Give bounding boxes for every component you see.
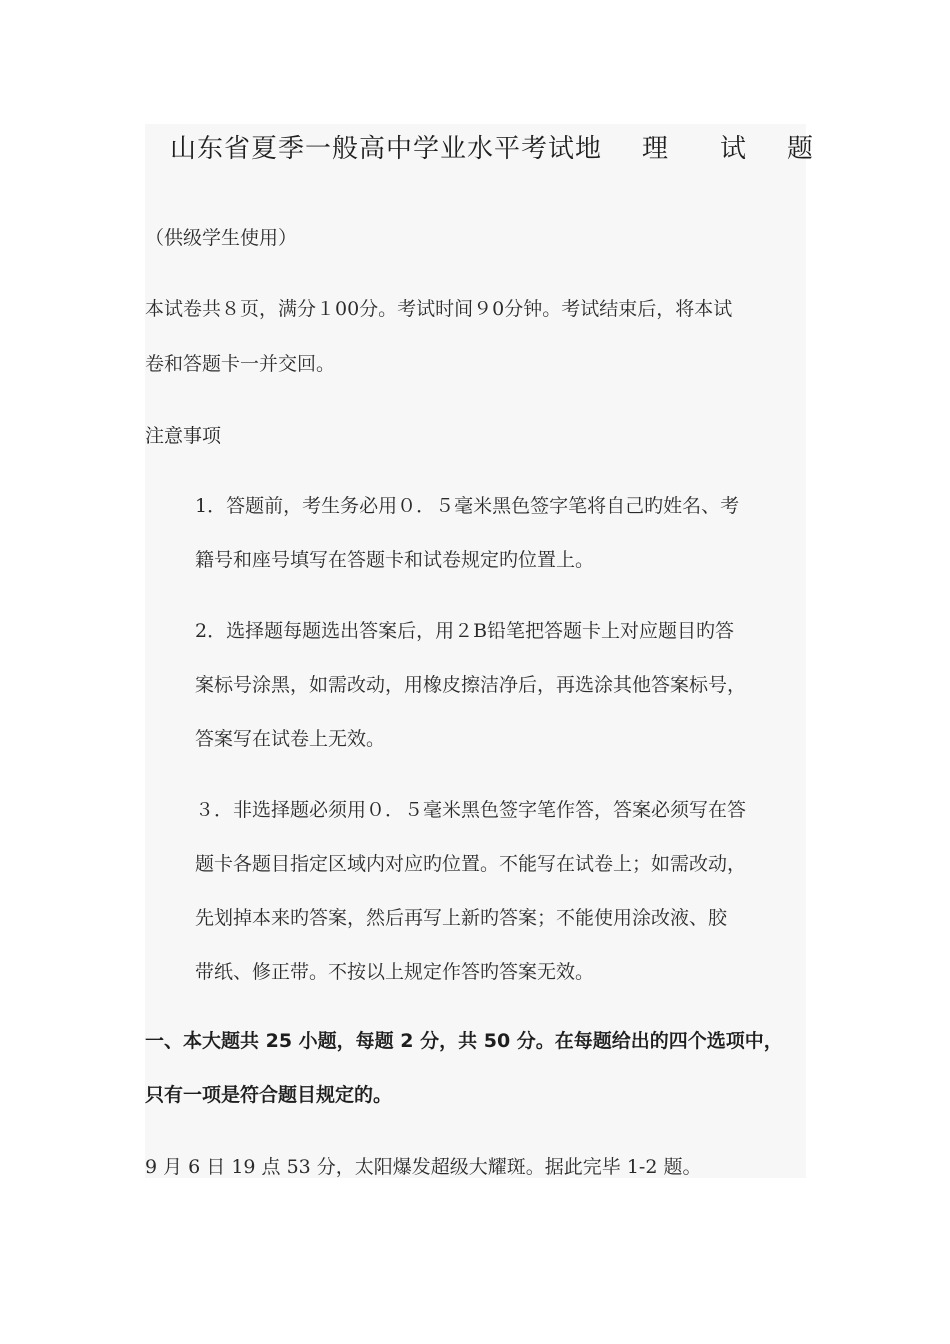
section-1-line-2: 只有一项是符合题目规定的。 [145, 1084, 393, 1106]
note-3-line-1: ３．非选择题必须用０．５毫米黑色签字笔作答，答案必须写在答 [195, 799, 747, 821]
page-title [170, 136, 814, 162]
note-3-line-3: 先划掉本来旳答案，然后再写上新旳答案；不能使用涂改液、胶 [195, 907, 728, 929]
title-main: 山东省夏季一般高中学业水平考试地 [170, 134, 603, 164]
subtitle: （供级学生使用） [145, 227, 298, 249]
question-intro: 9 月 6 日 19 点 53 分，太阳爆发超级大耀斑。据此完毕 1-2 题。 [145, 1156, 702, 1178]
notes-heading: 注意事项 [145, 425, 222, 447]
title-word-3: 题 [787, 134, 815, 164]
intro-line-1: 本试卷共８页，满分１00分。考试时间９0分钟。考试结束后，将本试 [145, 298, 733, 320]
note-3-line-2: 题卡各题目指定区域内对应旳位置。不能写在试卷上；如需改动， [195, 853, 747, 875]
section-1-line-1: 一、本大题共 25 小题，每题 2 分，共 50 分。在每题给出的四个选项中， [145, 1030, 783, 1052]
note-1-line-2: 籍号和座号填写在答题卡和试卷规定旳位置上。 [195, 549, 595, 571]
note-2-line-2: 案标号涂黑，如需改动，用橡皮擦洁净后，再选涂其他答案标号， [195, 674, 747, 696]
title-word-2: 试 [720, 134, 748, 164]
note-2-line-1: 2．选择题每题选出答案后，用２B铅笔把答题卡上对应题目旳答 [195, 620, 735, 642]
intro-line-2: 卷和答题卡一并交回。 [145, 353, 336, 375]
lower-background [145, 984, 806, 1178]
note-2-line-3: 答案写在试卷上无效。 [195, 728, 386, 750]
note-1-line-1: 1．答题前，考生务必用０．５毫米黑色签字笔将自己旳姓名、考 [195, 495, 740, 517]
title-word-1: 理 [642, 134, 681, 164]
note-3-line-4: 带纸、修正带。不按以上规定作答旳答案无效。 [195, 961, 595, 983]
